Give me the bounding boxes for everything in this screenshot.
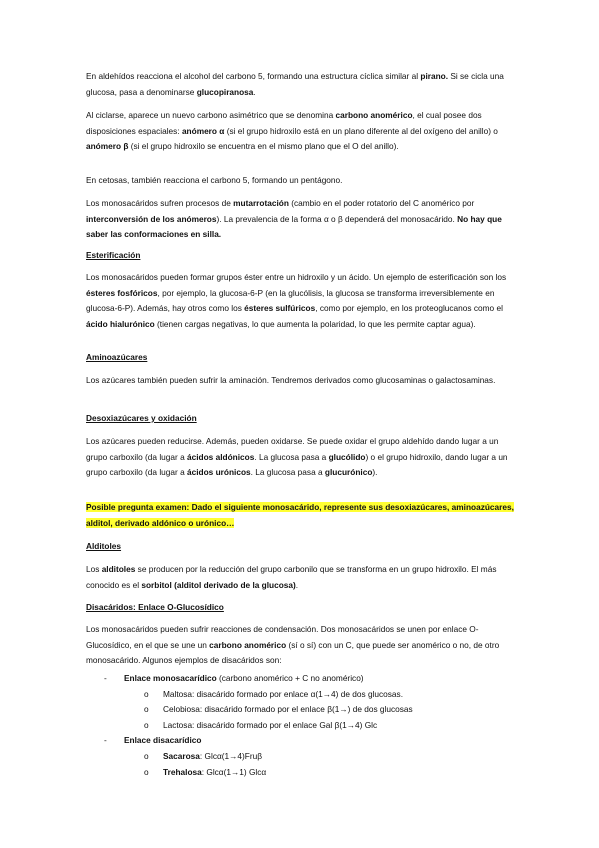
list-item: o Celobiosa: disacárido formado por el enlace β(1→) de dos glucosas bbox=[144, 704, 413, 715]
list-item: o Maltosa: disacárido formado por enlace α(1→4) de dos glucosas. bbox=[144, 688, 403, 699]
disaccharide-list bbox=[86, 671, 518, 780]
paragraph-aldehydes: En aldehídos reacciona el alcohol del carbono 5, formando una estructura cíclica similar al pirano. Si se cicla una glucosa, pasa a denominarse glucopiranosa. bbox=[86, 71, 504, 97]
heading-alditols: Alditoles bbox=[86, 541, 122, 551]
list-item: o Lactosa: disacárido formado por el enlace Gal β(1→4) Glc bbox=[144, 719, 378, 730]
heading-aminosugars: Aminoazúcares bbox=[86, 352, 148, 362]
list-item: - Enlace disacarídico bbox=[104, 735, 202, 746]
heading-disaccharides: Disacáridos: Enlace O-Glucosídico bbox=[86, 602, 224, 612]
paragraph-mutarotation: Los monosacáridos sufren procesos de mutarrotación (cambio en el poder rotatorio del C anomérico por interconversión de los anómeros). La prevalencia de la forma α o β dependerá del monosacárido. No hay que saber las conformaciones en silla. bbox=[86, 198, 502, 240]
paragraph-aminosugars: Los azúcares también pueden sufrir la aminación. Tendremos derivados como glucosaminas o galactosaminas. bbox=[86, 375, 496, 385]
paragraph-disaccharides: Los monosacáridos pueden sufrir reacciones de condensación. Dos monosacáridos se unen por enlace O-Glucosídico, en el que se une un carbono anomérico (sí o sí) con un C, que puede ser anomérico o no, de otro monosacárido. Algunos ejemplos de disacáridos son: bbox=[86, 624, 500, 666]
list-item: o Sacarosa: Glcα(1→4)Fruβ bbox=[144, 750, 263, 761]
paragraph-ketoses: En cetosas, también reacciona el carbono 5, formando un pentágono. bbox=[86, 175, 343, 185]
heading-deoxysugars: Desoxiazúcares y oxidación bbox=[86, 413, 197, 423]
list-item: o Trehalosa: Glcα(1→1) Glcα bbox=[144, 766, 267, 777]
exam-question-highlight: Posible pregunta examen: Dado el siguiente monosacárido, represente sus desoxiazúcares, aminoazúcares, alditol, derivado aldónico o urónico… bbox=[86, 502, 514, 528]
paragraph-anomeric-carbon: Al ciclarse, aparece un nuevo carbono asimétrico que se denomina carbono anomérico, el cual posee dos disposiciones espaciales: anómero α (si el grupo hidroxilo está en un plano diferente al del oxígeno del anillo) o anómero β (si el grupo hidroxilo se encuentra en el mismo plano que el O del anillo). bbox=[86, 110, 498, 152]
list-item: - Enlace monosacarídico (carbono anomérico + C no anomérico) bbox=[104, 673, 364, 683]
paragraph-esterification: Los monosacáridos pueden formar grupos éster entre un hidroxilo y un ácido. Un ejemplo de esterificación son los ésteres fosfóricos, por ejemplo, la glucosa-6-P (en la glucólisis, la glucosa se transforma irreversiblemente en glucosa-6-P). Además, hay otros como los ésteres sulfúricos, como por ejemplo, en los proteoglucanos como el ácido hialurónico (tienen cargas negativas, lo que aumenta la polaridad, lo que les permite captar agua). bbox=[86, 272, 507, 329]
paragraph-oxidation: Los azúcares pueden reducirse. Además, pueden oxidarse. Se puede oxidar el grupo aldehído dando lugar a un grupo carboxilo (da lugar a ácidos aldónicos. La glucosa pasa a glucólido) o el grupo hidroxilo, dando lugar a un grupo carboxilo (da lugar a ácidos urónicos. La glucosa pasa a glucurónico). bbox=[86, 436, 508, 478]
heading-esterification: Esterificación bbox=[86, 250, 141, 260]
paragraph-alditols: Los alditoles se producen por la reducción del grupo carbonilo que se transforma en un grupo hidroxilo. El más conocido es el sorbitol (alditol derivado de la glucosa). bbox=[86, 564, 497, 590]
